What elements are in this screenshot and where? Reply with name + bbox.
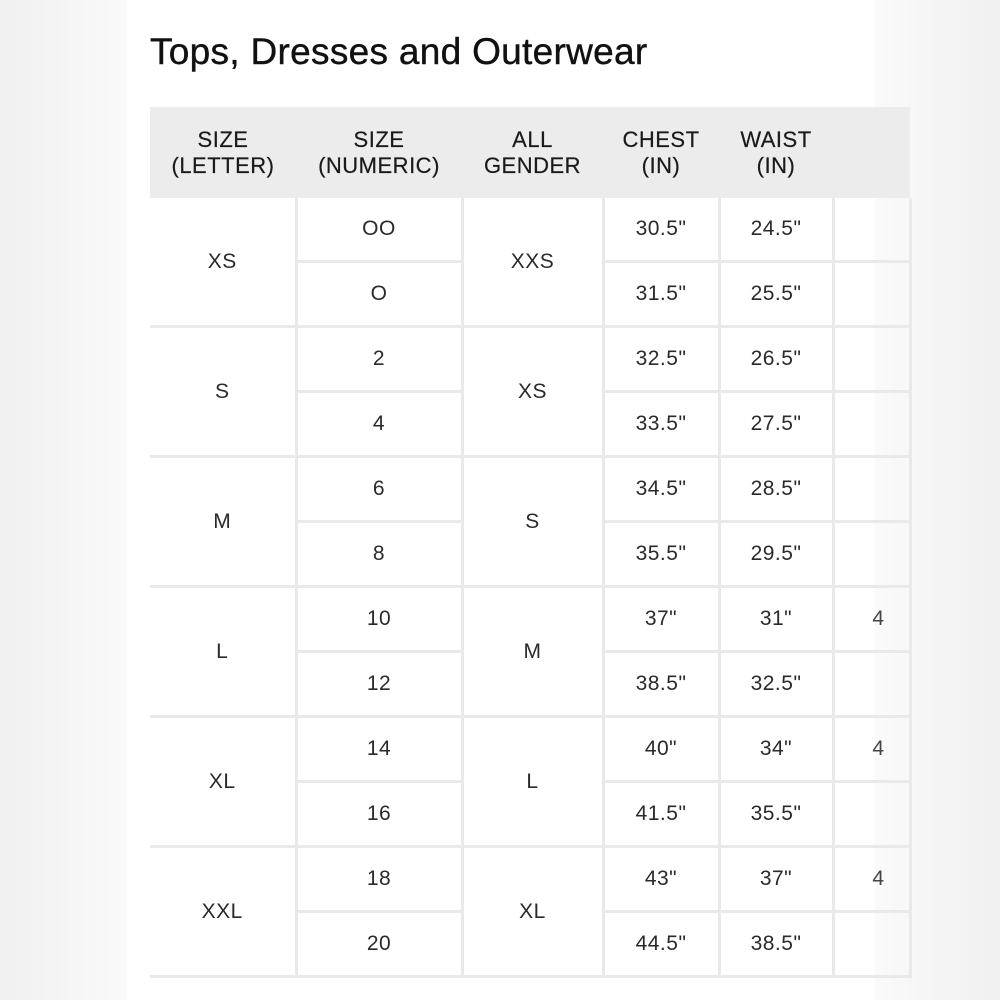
cell-chest: 32.5" — [603, 327, 719, 392]
cell-all-gender: XL — [462, 847, 603, 977]
cell-clipped — [833, 392, 910, 457]
header-chest: CHEST (IN) — [603, 107, 719, 198]
cell-size-numeric: 18 — [296, 847, 462, 912]
cell-all-gender: XS — [462, 327, 603, 457]
table-header — [150, 107, 910, 198]
cell-size-letter: M — [150, 457, 296, 587]
cell-size-numeric: 8 — [296, 522, 462, 587]
cell-chest: 41.5" — [603, 782, 719, 847]
cell-size-numeric: 16 — [296, 782, 462, 847]
cell-chest: 35.5" — [603, 522, 719, 587]
table-row — [150, 717, 910, 782]
left-backdrop — [0, 0, 127, 1000]
table-row — [150, 847, 910, 912]
cell-clipped — [833, 782, 910, 847]
cell-all-gender: S — [462, 457, 603, 587]
cell-size-numeric: 20 — [296, 912, 462, 977]
cell-size-letter: XL — [150, 717, 296, 847]
cell-size-numeric: 14 — [296, 717, 462, 782]
cell-size-numeric: OO — [296, 198, 462, 262]
cell-all-gender: L — [462, 717, 603, 847]
cell-size-numeric: 2 — [296, 327, 462, 392]
cell-size-letter: XS — [150, 198, 296, 327]
cell-clipped — [833, 327, 910, 392]
cell-clipped — [833, 522, 910, 587]
header-size-letter: SIZE (LETTER) — [150, 107, 296, 198]
header-all-gender: ALL GENDER — [462, 107, 603, 198]
cell-clipped — [833, 847, 910, 912]
header-row — [150, 107, 910, 198]
clipped-value: 4 — [872, 867, 885, 890]
cell-waist: 29.5" — [719, 522, 833, 587]
cell-chest: 44.5" — [603, 912, 719, 977]
cell-waist: 37" — [719, 847, 833, 912]
page-title: Tops, Dresses and Outerwear — [150, 31, 648, 72]
cell-chest: 38.5" — [603, 652, 719, 717]
cell-size-numeric: O — [296, 262, 462, 327]
cell-size-numeric: 6 — [296, 457, 462, 522]
table-row — [150, 457, 910, 522]
header-waist: WAIST (IN) — [719, 107, 833, 198]
cell-chest: 31.5" — [603, 262, 719, 327]
cell-size-letter: L — [150, 587, 296, 717]
size-table — [150, 107, 912, 978]
cell-waist: 31" — [719, 587, 833, 652]
cell-clipped — [833, 912, 910, 977]
cell-all-gender: M — [462, 587, 603, 717]
cell-waist: 32.5" — [719, 652, 833, 717]
cell-chest: 40" — [603, 717, 719, 782]
cell-clipped — [833, 198, 910, 262]
cell-waist: 24.5" — [719, 198, 833, 262]
cell-waist: 34" — [719, 717, 833, 782]
cell-chest: 33.5" — [603, 392, 719, 457]
cell-size-numeric: 12 — [296, 652, 462, 717]
cell-waist: 38.5" — [719, 912, 833, 977]
cell-waist: 28.5" — [719, 457, 833, 522]
cell-clipped — [833, 652, 910, 717]
cell-chest: 34.5" — [603, 457, 719, 522]
cell-clipped — [833, 717, 910, 782]
size-chart-page — [127, 0, 885, 1000]
clipped-value: 4 — [872, 737, 885, 760]
cell-chest: 30.5" — [603, 198, 719, 262]
cell-waist: 35.5" — [719, 782, 833, 847]
cell-size-numeric: 10 — [296, 587, 462, 652]
cell-size-letter: S — [150, 327, 296, 457]
cell-clipped — [833, 587, 910, 652]
cell-chest: 43" — [603, 847, 719, 912]
table-body — [150, 198, 910, 977]
size-table-viewport[interactable] — [150, 107, 885, 982]
table-row — [150, 327, 910, 392]
clipped-value: 4 — [872, 607, 885, 630]
cell-all-gender: XXS — [462, 198, 603, 327]
cell-waist: 25.5" — [719, 262, 833, 327]
cell-size-letter: XXL — [150, 847, 296, 977]
cell-waist: 27.5" — [719, 392, 833, 457]
cell-waist: 26.5" — [719, 327, 833, 392]
cell-size-numeric: 4 — [296, 392, 462, 457]
header-clipped — [833, 107, 910, 198]
cell-clipped — [833, 262, 910, 327]
cell-clipped — [833, 457, 910, 522]
header-size-numeric: SIZE (NUMERIC) — [296, 107, 462, 198]
table-row — [150, 587, 910, 652]
table-row — [150, 198, 910, 262]
cell-chest: 37" — [603, 587, 719, 652]
